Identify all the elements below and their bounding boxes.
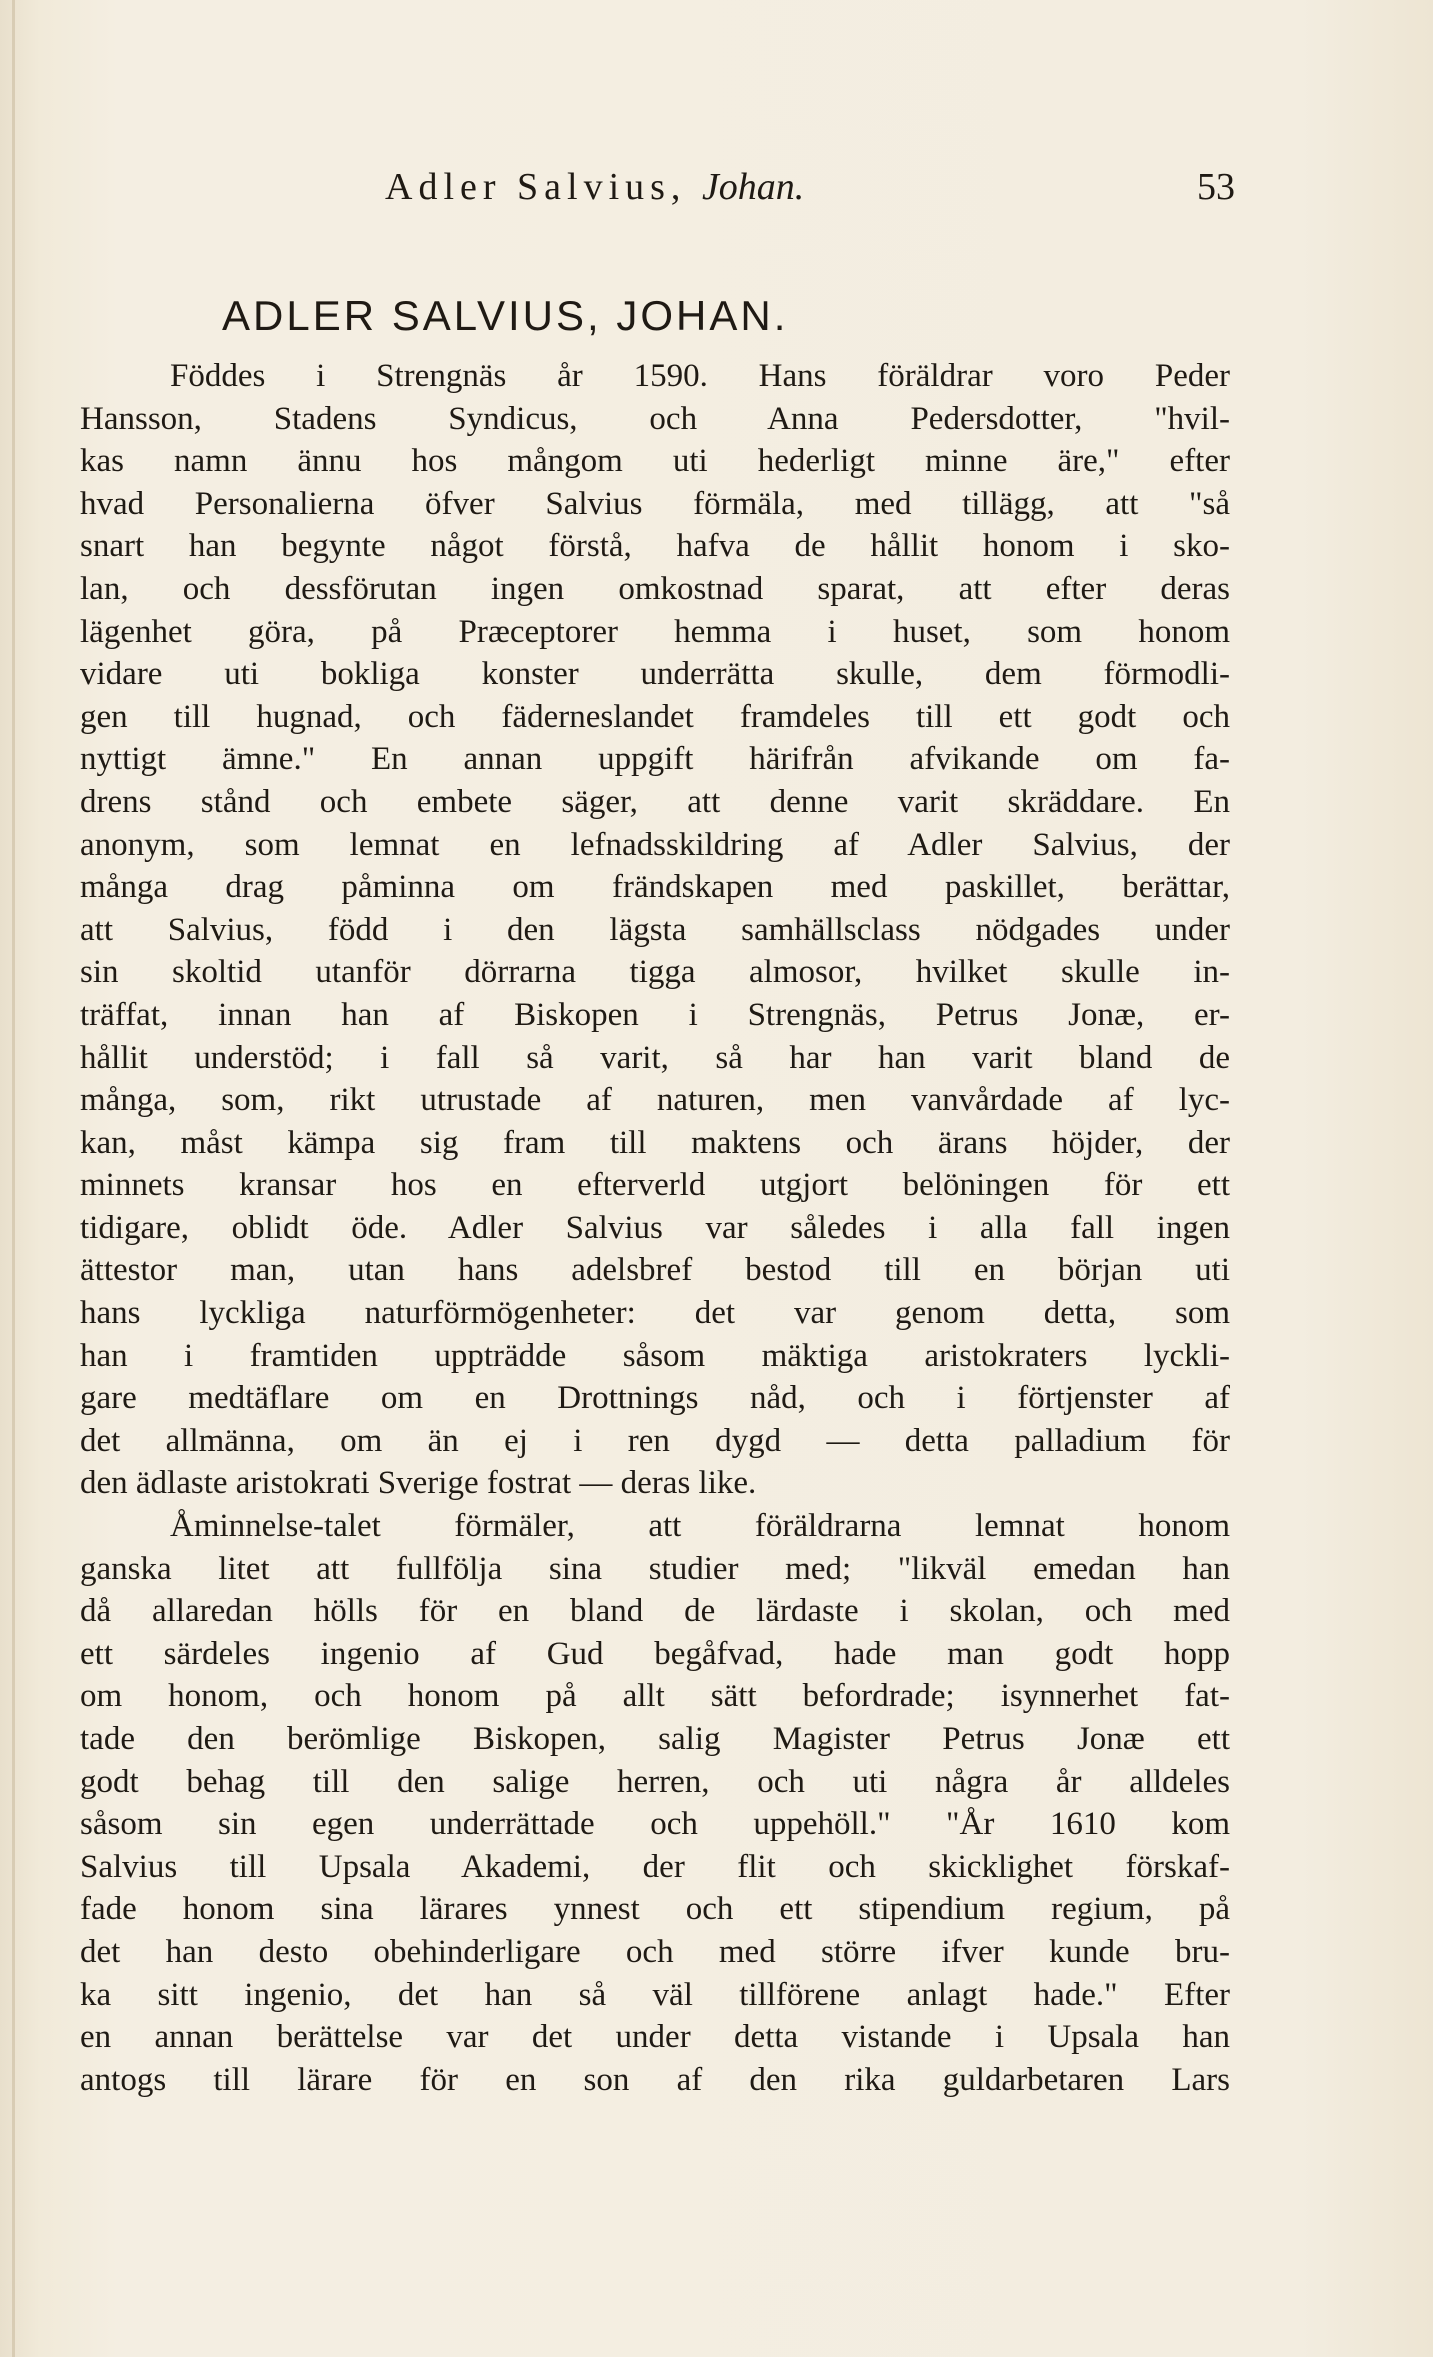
text-line: han i framtiden uppträdde såsom mäktiga aristokraters lyckli- [80,1337,1230,1374]
text-line: det han desto obehinderligare och med större ifver kunde bru- [80,1933,1230,1970]
body-text [80,355,1230,2101]
text-line: om honom, och honom på allt sätt befordrade; isynnerhet fat- [80,1678,1230,1715]
text-line: kas namn ännu hos mångom uti hederligt minne äre," efter [80,443,1230,480]
text-line: såsom sin egen underrättade och uppehöll." "År 1610 kom [80,1806,1230,1843]
text-line: hans lyckliga naturförmögenheter: det var genom detta, som [80,1295,1230,1332]
text-line: hvad Personalierna öfver Salvius förmäla, med tillägg, att "så [80,485,1230,522]
text-line: anonym, som lemnat en lefnadsskildring af Adler Salvius, der [80,826,1230,863]
text-line: snart han begynte något förstå, hafva de hållit honom i sko- [80,528,1230,565]
text-line: nyttigt ämne." En annan uppgift härifrån afvikande om fa- [80,741,1230,778]
text-line: lan, och dessförutan ingen omkostnad sparat, att efter deras [80,570,1230,607]
text-line: antogs till lärare för en son af den rika guldarbetaren Lars [80,2061,1230,2098]
text-line: en annan berättelse var det under detta vistande i Upsala han [80,2019,1230,2056]
running-header [385,165,1235,215]
text-line: ganska litet att fullfölja sina studier med; "likväl emedan han [80,1550,1230,1587]
text-line: Hansson, Stadens Syndicus, och Anna Pedersdotter, "hvil- [80,400,1230,437]
page-edge [12,0,15,2357]
text-line: ättestor man, utan hans adelsbref bestod till en början uti [80,1252,1230,1289]
text-line: drens stånd och embete säger, att denne varit skräddare. En [80,783,1230,820]
text-line: den ädlaste aristokrati Sverige fostrat — deras like. [80,1465,757,1502]
text-line: gen till hugnad, och fäderneslandet framdeles till ett godt och [80,698,1230,735]
text-line: minnets kransar hos en efterverld utgjort belöningen för ett [80,1167,1230,1204]
text-line: godt behag till den salige herren, och uti några år alldeles [80,1763,1230,1800]
text-line: fade honom sina lärares ynnest och ett stipendium regium, på [80,1891,1230,1928]
text-line: gare medtäflare om en Drottnings nåd, och i förtjenster af [80,1380,1230,1417]
text-line: hållit understöd; i fall så varit, så har han varit bland de [80,1039,1230,1076]
text-line: många drag påminna om frändskapen med paskillet, berättar, [80,869,1230,906]
text-line: träffat, innan han af Biskopen i Strengnäs, Petrus Jonæ, er- [80,996,1230,1033]
text-line: många, som, rikt utrustade af naturen, men vanvårdade af lyc- [80,1082,1230,1119]
text-line: Föddes i Strengnäs år 1590. Hans föräldrar voro Peder [170,358,1230,394]
text-line: ka sitt ingenio, det han så väl tillförene anlagt hade." Efter [80,1976,1230,2013]
text-line: tade den berömlige Biskopen, salig Magister Petrus Jonæ ett [80,1721,1230,1757]
text-line: vidare uti bokliga konster underrätta skulle, dem förmodli- [80,656,1230,693]
text-line: kan, måst kämpa sig fram till maktens och ärans höjder, der [80,1124,1230,1161]
text-line: sin skoltid utanför dörrarna tigga almosor, hvilket skulle in- [80,954,1230,991]
text-line: Åminnelse-talet förmäler, att föräldrarna lemnat honom [170,1508,1230,1545]
text-line: Salvius till Upsala Akademi, der flit och skicklighet förskaf- [80,1848,1230,1885]
text-line: tidigare, oblidt öde. Adler Salvius var således i alla fall ingen [80,1209,1230,1246]
running-head-italic: Johan. [701,166,805,208]
text-line: då allaredan hölls för en bland de lärdaste i skolan, och med [80,1593,1230,1630]
text-line: det allmänna, om än ej i ren dygd — detta palladium för [80,1422,1230,1459]
page-number: 53 [1197,166,1235,208]
text-line: att Salvius, född i den lägsta samhällsclass nödgades under [80,911,1230,948]
text-line: lägenhet göra, på Præceptorer hemma i huset, som honom [80,613,1230,650]
running-head [385,165,804,209]
running-head-caps: Adler Salvius, [385,166,702,208]
text-line: ett särdeles ingenio af Gud begåfvad, hade man godt hopp [80,1635,1230,1672]
article-title: ADLER SALVIUS, JOHAN. [222,292,789,339]
